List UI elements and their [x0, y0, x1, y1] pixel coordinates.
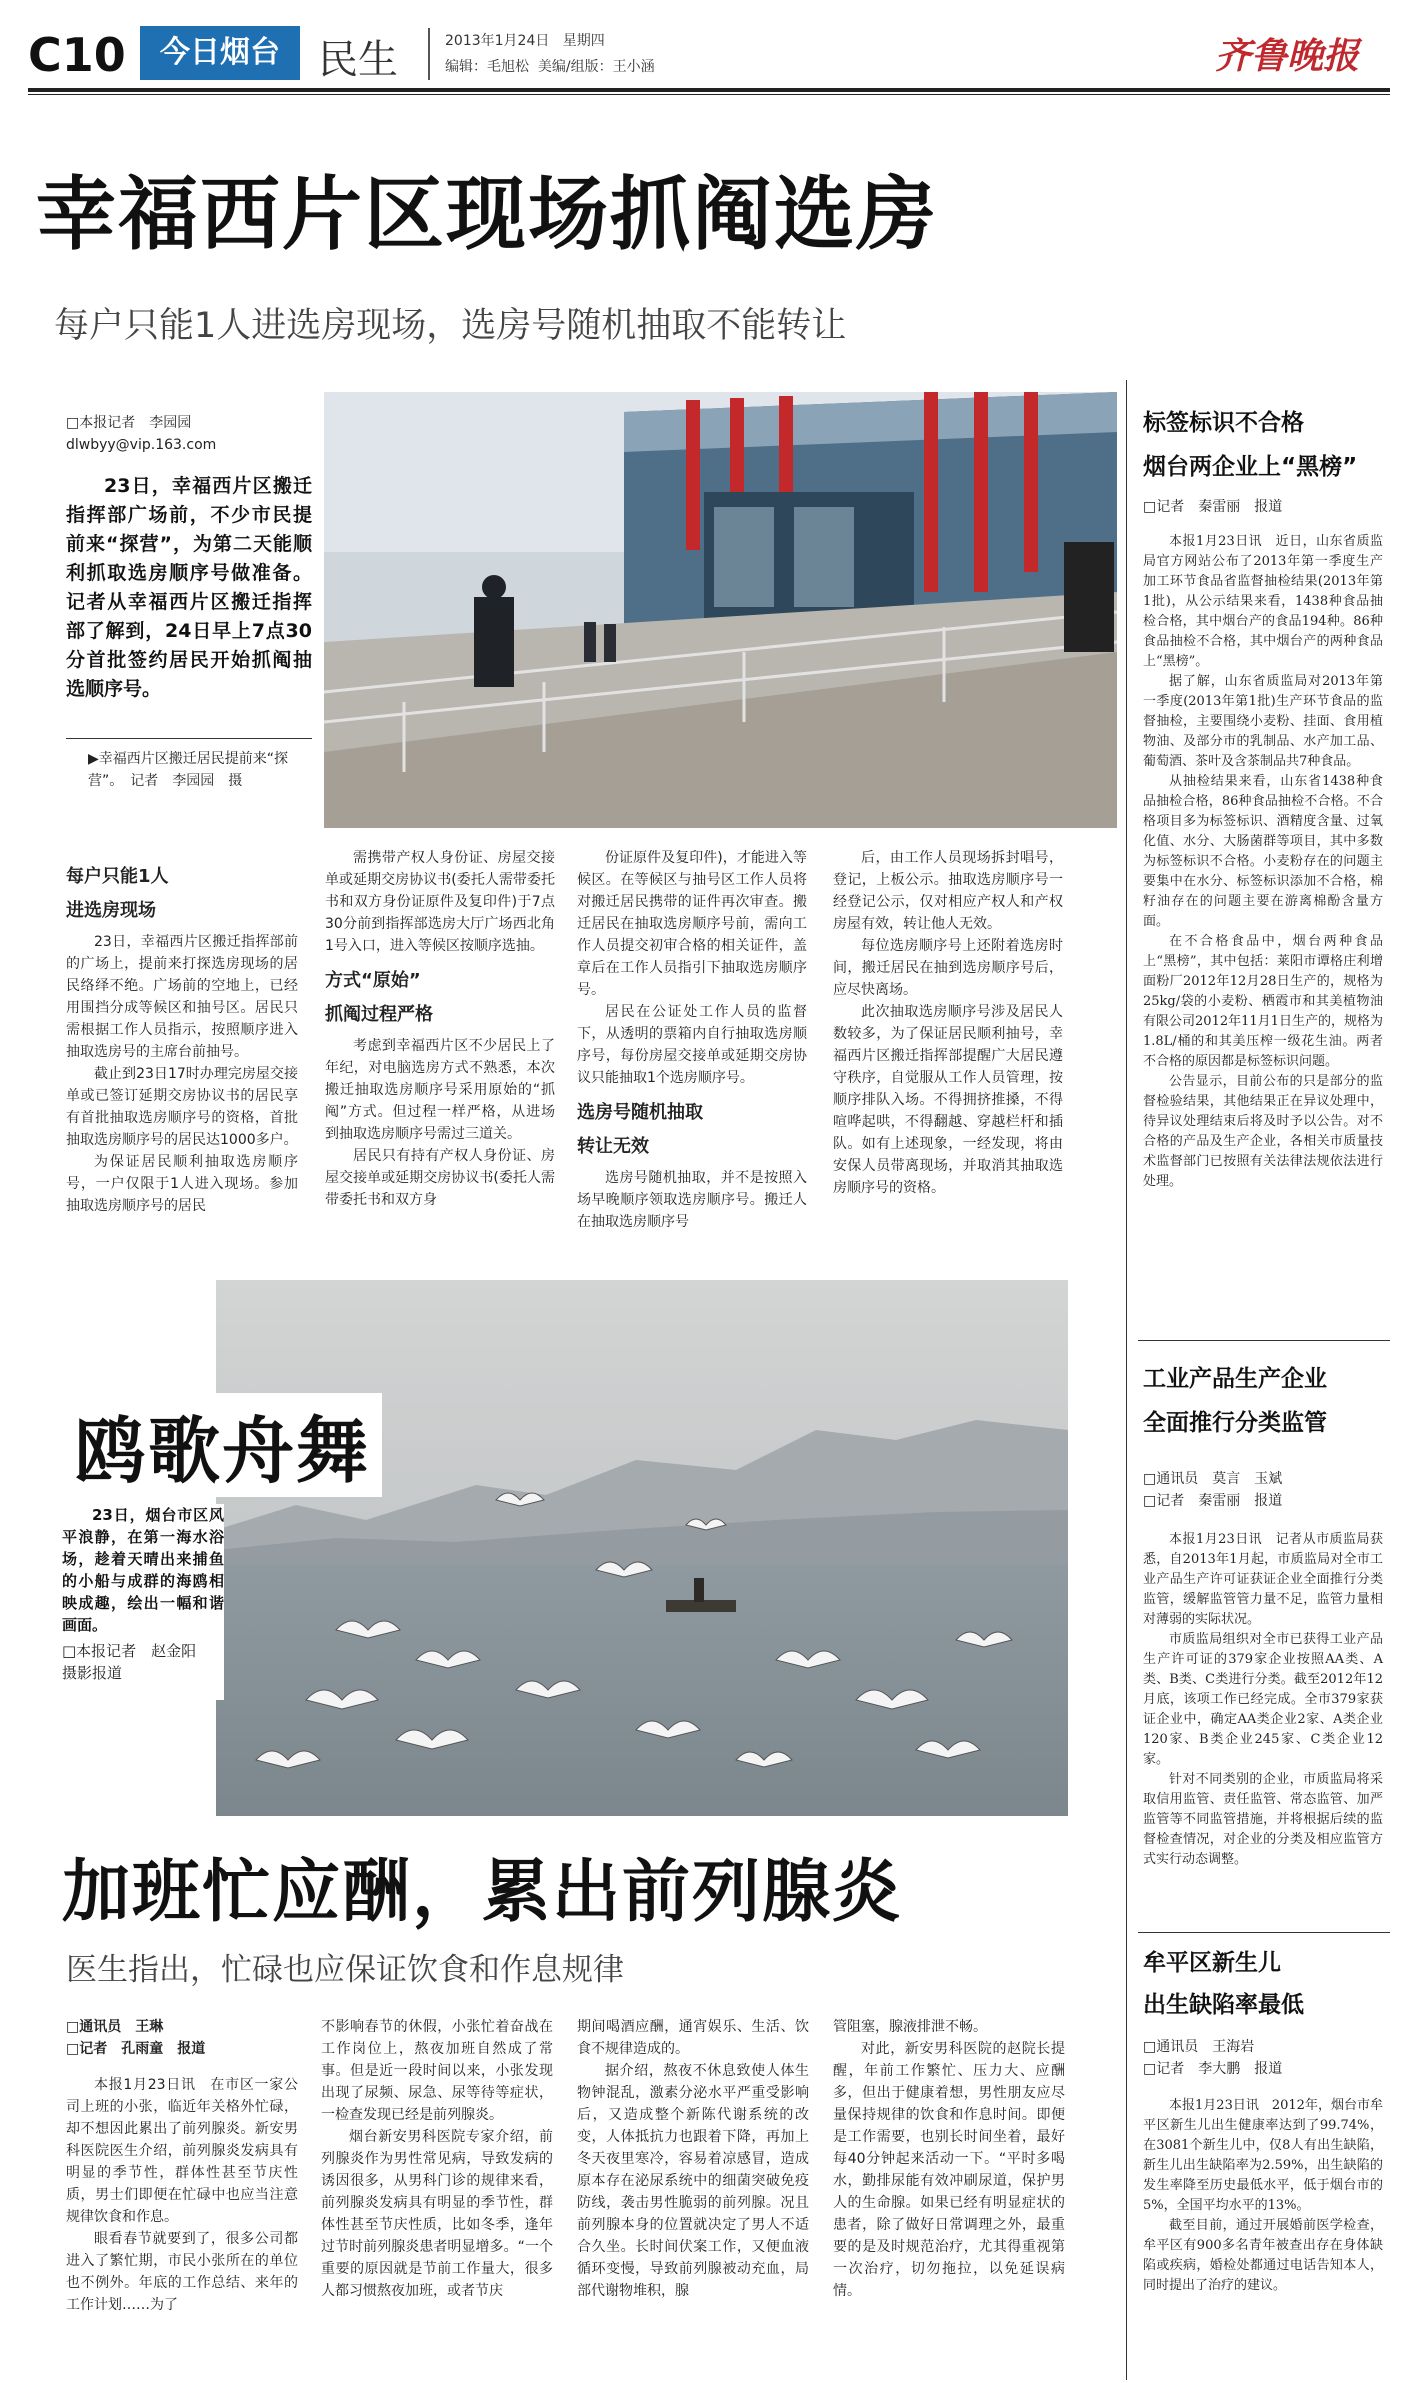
header-rule-thin [28, 94, 1390, 95]
issue-date: 2013年1月24日 星期四 [445, 33, 605, 49]
photo-housing-office [324, 392, 1117, 828]
photo2-caption-box [62, 1504, 224, 1700]
sidebar3-byline-2: □记者 李大鹏 报道 [1143, 2061, 1283, 2077]
editor-credit: 编辑：毛旭松 美编/组版：王小涵 [445, 59, 655, 75]
sidebar1-headline-2: 烟台两企业上“黑榜” [1143, 454, 1358, 480]
story2-headline: 加班忙应酬，累出前列腺炎 [62, 1852, 903, 1932]
newspaper-logo: 齐鲁晚报 [1215, 36, 1360, 77]
story1-subhead: 每户只能1人进选房现场，选房号随机抽取不能转让 [54, 306, 847, 346]
story1-column-2: 需携带产权人身份证、房屋交接单或延期交房协议书(委托人需带委托书和双方身份证原件及复印件)于7点30分前到指挥部选房大厅广场西北角1号入口，进入等候区按顺序选抽。 方式“原始” 抓阄过程严格 考虑到幸福西片区不少居民上了年纪，对电脑选房方式不熟悉，本次搬迁抽取选房顺序号采用原始的“抓阄”方式。但过程一样严格，从进场到抽取选房顺序号需过三道关。 居民只有持有产权人身份证、房屋交接单或延期交房协议书(委托人需带委托书和双方身 [325, 850, 555, 1208]
story1-column-4: 后，由工作人员现场拆封唱号，登记，上板公示。抽取选房顺序号一经登记公示，仅对相应产权人和产权房屋有效，转让他人无效。 每位选房顺序号上还附着选房时间，搬迁居民在抽到选房顺序号后，应尽快离场。 此次抽取选房顺序号涉及居民人数较多，为了保证居民顺利抽号，幸福西片区搬迁指挥部提醒广大居民遵守秩序，自觉服从工作人员管理，按顺序排队入场。不得拥挤推搡，不得喧哗起哄，不得翻越、穿越栏杆和插队。如有上述现象，一经发现，将由安保人员带离现场，并取消其抽取选房顺序号的资格。 [833, 850, 1063, 1196]
story2-column-2: 不影响春节的休假，小张忙着奋战在工作岗位上，熬夜加班自然成了常事。但是近一段时间以来，小张发现出现了尿频、尿急、尿等待等症状，一检查发现已经是前列腺炎。 烟台新安男科医院专家介绍，前列腺炎作为男性常见病，导致发病的诱因很多，从男科门诊的规律来看，前列腺炎发病具有明显的季节性，群体性甚至节庆性质，比如冬季，逢年过节时前列腺炎患者明显增多。“一个重要的原因就是节前工作量大，很多人都习惯熬夜加班，或者节庆 [321, 2019, 553, 2299]
story2-column-1: □通讯员 王琳 □记者 孔雨童 报道 本报1月23日讯 在市区一家公司上班的小张，临近年关格外忙碌，却不想因此累出了前列腺炎。新安男科医院医生介绍，前列腺炎发病具有明显的季节性，群体性甚至节庆性质，男士们即便在忙碌中也应当注意规律饮食和作息。 眼看春节就要到了，很多公司都进入了繁忙期，市民小张所在的单位也不例外。年底的工作总结、来年的工作计划……为了 [66, 2019, 298, 2313]
sidebar2-byline-1: □通讯员 莫言 玉斌 [1143, 1471, 1283, 1487]
sidebar1-byline: □记者 秦雷丽 报道 [1143, 499, 1283, 515]
header-rule [28, 88, 1390, 92]
section-name: 民生 [318, 37, 398, 83]
story1-byline: □本报记者 李园园 [66, 415, 192, 431]
lead-rule [66, 738, 312, 739]
story2-column-3: 期间喝酒应酬，通宵娱乐、生活、饮食不规律造成的。 据介绍，熬夜不休息致使人体生物钟混乱，激素分泌水平严重受影响后，又造成整个新陈代谢系统的改变，人体抵抗力也跟着下降，再加上冬天夜里寒冷，容易着凉感冒，造成原本存在泌尿系统中的细菌突破免疫防线，袭击男性脆弱的前列腺。况且前列腺本身的位置就决定了男人不适合久坐。长时间伏案工作，又便血液循环变慢，导致前列腺被动充血，局部代谢物堆积，腺 [577, 2019, 809, 2299]
sidebar3-byline-1: □通讯员 王海岩 [1143, 2039, 1255, 2055]
sidebar3-headline-1: 牟平区新生儿 [1143, 1950, 1281, 1976]
photo2-credit: □本报记者 赵金阳 摄影报道 [62, 1642, 212, 1682]
page-number: C10 [28, 28, 126, 82]
sidebar2-byline-2: □记者 秦雷丽 报道 [1143, 1493, 1283, 1509]
sidebar-rule-1 [1138, 1340, 1390, 1341]
story1-headline: 幸福西片区现场抓阄选房 [36, 167, 938, 261]
sidebar1-body: 本报1月23日讯 近日，山东省质监局官方网站公布了2013年第一季度生产加工环节食品省监督抽检结果(2013年第1批)，从公示结果来看，1438种食品抽检合格，其中烟台产的食品194种。86种食品抽检不合格，其中烟台产的两种食品上“黑榜”。 据了解，山东省质监局对2013年第一季度(2013年第1批)生产环节食品的监督抽检，主要围绕小麦粉、挂面、食用植物油、及部分市的乳制品、水产加工品、葡萄酒、茶叶及含茶制品共7种食品。 从抽检结果来看，山东省1438种食品抽检合格，86种食品抽检不合格。不合格项目多为标签标识、酒精度含量、过氧化值、水分、大肠菌群等项目，其中多数为标签标识不合格。小麦粉存在的问题主要集中在水分、标签标识添加不合格，棉籽油存在的问题主要在游离棉酚含量方面。 在不合格食品中，烟台两种食品上“黑榜”，其中包括：莱阳市谭格庄利增面粉厂2012年12月28日生产的，规格为25kg/袋的小麦粉、栖霞市和其美植物油有限公司2012年11月1日生产的，规格为1.8L/桶的和其美压榨一级花生油。两者不合格的原因都是标签标识问题。 公告显示，目前公布的只是部分的监督检验结果，其他结果正在异议处理中，待异议处理结束后将及时予以公告。对不合格的产品及生产企业，各相关市质量技术监督部门已按照有关法律法规依法进行处理。 [1143, 534, 1383, 1189]
story2-column-4: 管阻塞，腺液排泄不畅。 对此，新安男科医院的赵院长提醒，年前工作繁忙、压力大、应酬多，但出于健康着想，男性朋友应尽量保持规律的饮食和作息时间。即便是工作需要，也别长时间坐着，最好每40分钟起来活动一下。“平时多喝水，勤排尿能有效冲刷尿道，保护男人的生命腺。如果已经有明显症状的患者，除了做好日常调理之外，最重要的是及时规范治疗，尤其得重视第一次治疗，切勿拖拉，以免延误病情。 [833, 2019, 1065, 2299]
photo2-headline: 鸥歌舟舞 [62, 1393, 382, 1497]
sidebar2-headline-2: 全面推行分类监管 [1143, 1410, 1327, 1436]
sidebar3-headline-2: 出生缺陷率最低 [1143, 1992, 1304, 2018]
sidebar2-headline-1: 工业产品生产企业 [1143, 1366, 1327, 1392]
column-divider [1126, 380, 1127, 2380]
sidebar-rule-2 [1138, 1932, 1390, 1933]
sidebar2-body: 本报1月23日讯 记者从市质监局获悉，自2013年1月起，市质监局对全市工业产品生产许可证获证企业全面推行分类监管，缓解监管管力量不足，监管力量相对薄弱的实际状况。 市质监局组织对全市已获得工业产品生产许可证的379家企业按照AA类、A类、B类、C类进行分类。截至2012年12月底，该项工作已经完成。全市379家获证企业中，确定AA类企业2家、A类企业120家、B类企业245家、C类企业12家。 针对不同类别的企业，市质监局将采取信用监管、责任监管、常态监管、加严监管等不同监管措施，并将根据后续的监督检查情况，对企业的分类及相应监管方式实行动态调整。 [1143, 1532, 1383, 1867]
section-tag: 今日烟台 [140, 26, 300, 80]
photo-seagulls-image [216, 1280, 1068, 1816]
photo-housing-office-image [324, 392, 1117, 828]
photo1-caption: ▶幸福西片区搬迁居民提前来“探营”。 记者 李园园 摄 [88, 751, 289, 789]
story1-column-3: 份证原件及复印件)，才能进入等候区。在等候区与抽号区工作人员将对搬迁居民携带的证件再次审查。搬迁居民在抽取选房顺序号前，需向工作人员提交初审合格的相关证件，盖章后在工作人员指引下抽取选房顺序号。 居民在公证处工作人员的监督下，从透明的票箱内自行抽取选房顺序号，每份房屋交接单或延期交房协议只能抽取1个选房顺序号。 选房号随机抽取 转让无效 选房号随机抽取，并不是按照入场早晚顺序领取选房顺序号。搬迁人在抽取选房顺序号 [577, 850, 807, 1230]
header-divider [428, 28, 430, 80]
story1-email: dlwbyy@vip.163.com [66, 437, 217, 453]
sidebar1-headline-1: 标签标识不合格 [1143, 410, 1304, 436]
photo-seagulls [216, 1280, 1068, 1816]
story2-subhead: 医生指出，忙碌也应保证饮食和作息规律 [66, 1952, 624, 1988]
story1-column-1: 每户只能1人 进选房现场 23日，幸福西片区搬迁指挥部前的广场上，提前来打探选房现场的居民络绎不绝。广场前的空地上，已经用围挡分成等候区和抽号区。居民只需根据工作人员指示，按照顺序进入抽取选房号的主席台前抽号。 截止到23日17时办理完房屋交接单或已签订延期交房协议书的居民享有首批抽取选房顺序号的资格，首批抽取选房顺序号的居民达1000多户。 为保证居民顺利抽取选房顺序号，一户仅限于1人进入现场。参加抽取选房顺序号的居民 [66, 866, 298, 1214]
sidebar3-body: 本报1月23日讯 2012年，烟台市牟平区新生儿出生健康率达到了99.74%，在3081个新生儿中，仅8人有出生缺陷，新生儿出生缺陷率为2.59%，出生缺陷的发生率降至历史最低水平，低于烟台市的5%，全国平均水平的13%。 截至目前，通过开展婚前医学检查，牟平区有900多名青年被查出存在身体缺陷或疾病，婚检处都通过电话告知本人，同时提出了治疗的建议。 [1143, 2098, 1383, 2293]
photo2-caption: 23日，烟台市区风平浪静，在第一海水浴场，趁着天晴出来捕鱼的小船与成群的海鸥相映成趣，绘出一幅和谐画面。 [62, 1506, 224, 1634]
story1-lead: 23日，幸福西片区搬迁指挥部广场前，不少市民提前来“探营”，为第二天能顺利抓取选房顺序号做准备。记者从幸福西片区搬迁指挥部了解到，24日早上7点30分首批签约居民开始抓阄抽选顺序号。 [66, 475, 312, 700]
